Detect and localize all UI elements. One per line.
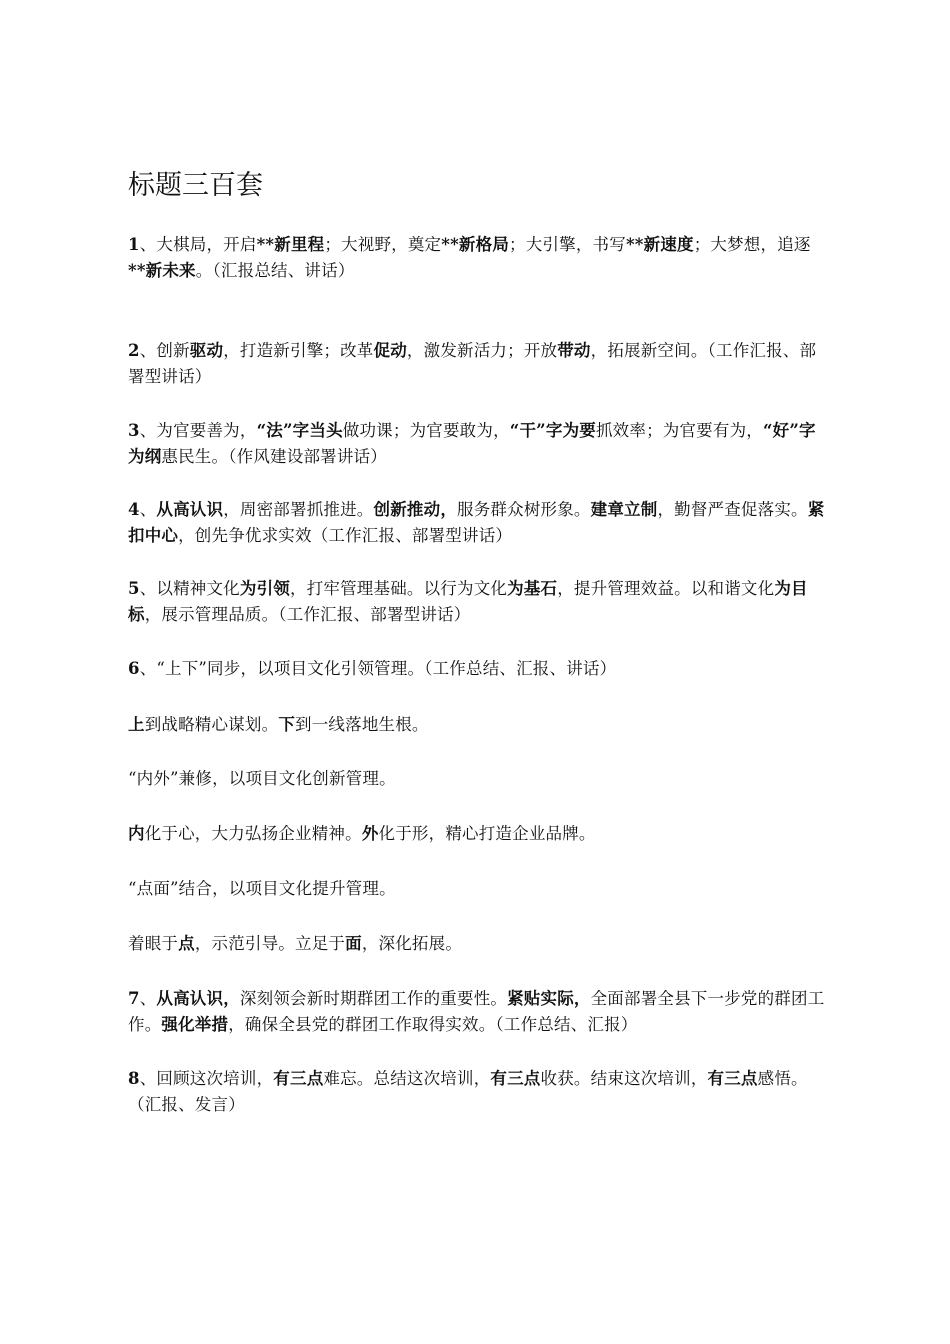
text-run: 化于心，大力弘扬企业精神。 [144, 824, 362, 843]
text-run: ，打牢管理基础。以行为文化 [290, 579, 508, 598]
text-run: 。（汇报总结、讲话） [195, 261, 355, 280]
bold-text-run: 为引领 [239, 579, 290, 598]
text-run: ；大引擎，书写 [509, 235, 626, 254]
bold-text-run: 创新推动， [373, 500, 458, 519]
text-run: 难忘。总结这次培训， [323, 1069, 491, 1088]
text-run: 、创新 [139, 341, 190, 360]
paragraph-3 [128, 418, 828, 470]
bold-text-run: 从高认识， [156, 989, 240, 1008]
bold-text-run: 内 [128, 824, 145, 843]
text-run: ，勤督严查促落实。 [657, 500, 808, 519]
bold-text-run: 紧贴实际， [507, 989, 591, 1008]
text-run: ；大梦想，追逐 [693, 235, 811, 254]
text-run: “内外”兼修，以项目文化创新管理。 [128, 769, 396, 788]
text-run: 抓效率；为官要有为， [595, 421, 763, 440]
bold-text-run: 外 [361, 824, 379, 843]
text-run: 做功课；为官要敢为， [342, 421, 510, 440]
paragraph-13 [128, 1066, 828, 1118]
text-run: 、回顾这次培训， [139, 1069, 274, 1088]
bold-text-run: 为基石 [507, 579, 558, 598]
bold-text-run: 8 [128, 1069, 140, 1088]
bold-text-run: 从高认识 [156, 500, 224, 519]
text-run: 、“上下”同步，以项目文化引领管理。（工作总结、汇报、讲话） [139, 659, 617, 678]
bold-text-run: 2 [128, 341, 140, 360]
text-run: 、大棋局，开启 [139, 235, 257, 254]
text-run: 深刻领会新时期群团工作的重要性。 [239, 989, 508, 1008]
text-run: ，周密部署抓推进。 [223, 500, 374, 519]
bold-text-run: **新速度 [625, 235, 694, 254]
bold-text-run: 有三点 [273, 1069, 324, 1088]
text-run: 到一线落地生根。 [295, 715, 429, 734]
bold-text-run: 5 [128, 579, 140, 598]
bold-text-run: 有三点 [490, 1069, 541, 1088]
paragraph-2 [128, 338, 828, 390]
text-run: “点面”结合，以项目文化提升管理。 [128, 879, 396, 898]
text-run: ，提升管理效益。以和谐文化 [557, 579, 775, 598]
paragraph-12 [128, 986, 828, 1038]
text-run: ，确保全县党的群团工作取得实效。（工作总结、汇报） [228, 1015, 638, 1034]
text-run: ，打造新引擎；改革 [223, 341, 374, 360]
bold-text-run: 面 [345, 934, 362, 953]
bold-text-run: “干”字为要 [509, 421, 596, 440]
bold-text-run: 点 [178, 934, 195, 953]
text-run: 、以精神文化 [139, 579, 240, 598]
text-run: ，深化拓展。 [361, 934, 463, 953]
bold-text-run: 4 [128, 500, 140, 519]
paragraph-8 [128, 766, 828, 792]
text-run: ，展示管理品质。（工作汇报、部署型讲话） [144, 605, 471, 624]
paragraph-9 [128, 821, 828, 847]
text-run: ，拓展新空间。（工作汇报、部署型讲话） [128, 341, 817, 386]
paragraph-10 [128, 876, 828, 902]
text-run: 感悟。（汇报、发言） [128, 1069, 808, 1114]
bold-text-run: 驱动 [189, 341, 224, 360]
bold-text-run: **新里程 [256, 235, 325, 254]
bold-text-run: 建章立制 [590, 500, 658, 519]
bold-text-run: 为目标 [128, 579, 808, 624]
text-run: 化于形，精心打造企业品牌。 [378, 824, 596, 843]
text-run: 着眼于 [128, 934, 179, 953]
bold-text-run: 紧扣中心 [128, 500, 825, 545]
bold-text-run: 有三点 [707, 1069, 758, 1088]
paragraph-6 [128, 656, 828, 682]
text-run: 惠民生。（作风建设部署讲话） [161, 447, 387, 466]
bold-text-run: 带动 [557, 341, 591, 360]
bold-text-run: “法”字当头 [256, 421, 343, 440]
text-run: ，示范引导。立足于 [194, 934, 346, 953]
document-title: 标题三百套 [128, 170, 263, 201]
text-run: 、 [139, 989, 157, 1008]
bold-text-run: 强化举措 [161, 1015, 229, 1034]
paragraph-5 [128, 576, 828, 628]
paragraph-7 [128, 712, 828, 738]
text-run: ；大视野，奠定 [324, 235, 442, 254]
bold-text-run: 上 [128, 715, 145, 734]
text-run: 服务群众树形象。 [457, 500, 591, 519]
text-run: 到战略精心谋划。 [144, 715, 279, 734]
bold-text-run: 促动 [373, 341, 407, 360]
bold-text-run: 7 [128, 989, 140, 1008]
bold-text-run: **新未来 [128, 261, 196, 280]
text-run: 全面部署全县下一步党的群团工作。 [128, 989, 825, 1034]
bold-text-run: 6 [128, 659, 140, 678]
bold-text-run: 下 [278, 715, 296, 734]
text-run: 、 [139, 500, 157, 519]
bold-text-run: 1 [128, 235, 140, 254]
bold-text-run: “好”字为纲 [128, 421, 816, 466]
text-run: 、为官要善为， [139, 421, 257, 440]
text-run: ，创先争优求实效（工作汇报、部署型讲话） [178, 526, 513, 545]
paragraph-4 [128, 497, 828, 549]
text-run: 收获。结束这次培训， [540, 1069, 708, 1088]
bold-text-run: 3 [128, 421, 140, 440]
paragraph-1 [128, 232, 828, 284]
paragraph-11 [128, 931, 828, 957]
bold-text-run: **新格局 [441, 235, 510, 254]
text-run: ，激发新活力；开放 [406, 341, 558, 360]
